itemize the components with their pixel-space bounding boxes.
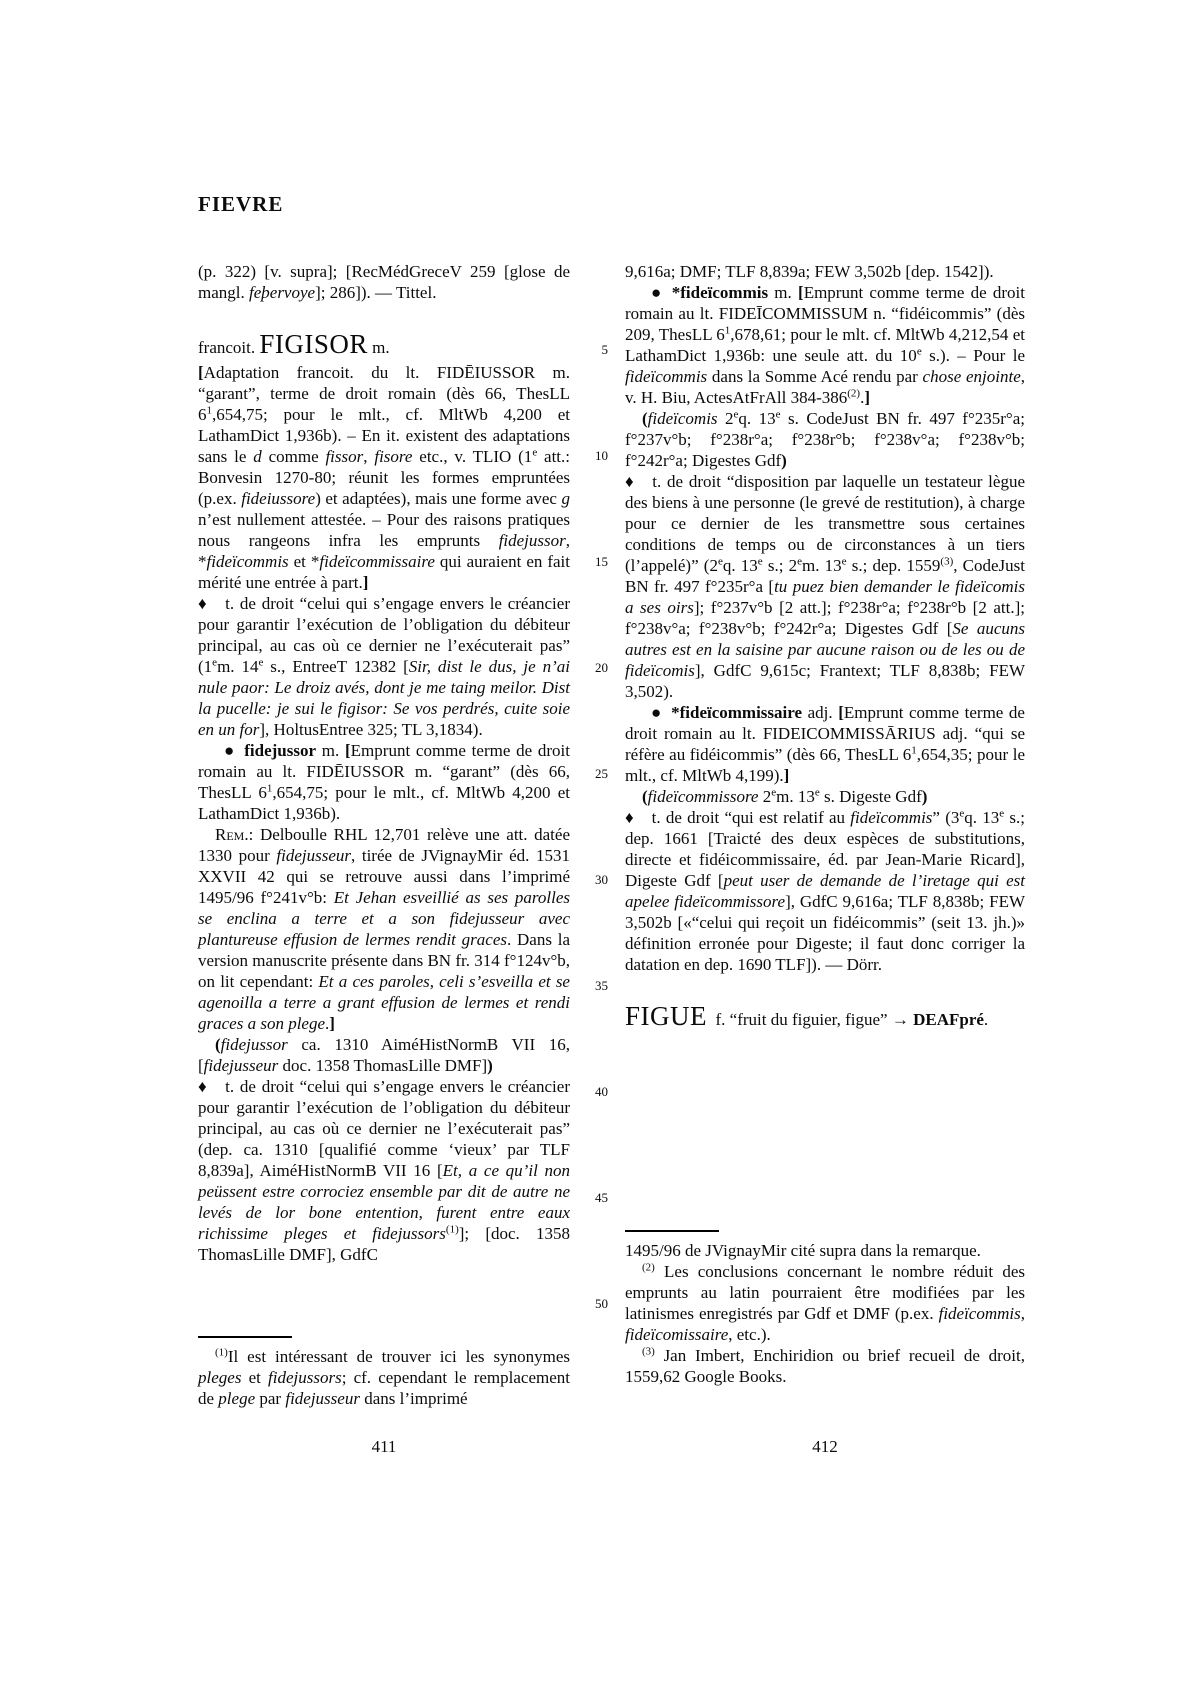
text-run: n’est nullement attestée. – Pour des raisons pratiques nous rangeons infra les emprunts <box>198 510 570 550</box>
text-run: , * <box>198 531 570 571</box>
page-number-left: 411 <box>371 1437 397 1456</box>
entry-paragraph <box>625 786 1025 807</box>
line-number: 15 <box>595 554 608 569</box>
text-run: ) et adaptées), mais une forme avec <box>315 489 562 508</box>
superscript: e <box>771 786 777 799</box>
text-run: par <box>255 1389 286 1408</box>
text-run: qui auraient en fait mérité une entrée à part. <box>198 552 570 592</box>
line-number: 5 <box>601 342 608 357</box>
superscript: e <box>532 446 538 459</box>
text-run: ]; 286]). — Tittel. <box>315 283 437 302</box>
footnote <box>198 1346 570 1409</box>
text-run: dans l’imprimé <box>359 1389 468 1408</box>
entry-paragraph <box>625 1002 1025 1031</box>
text-run: (p. 322) [v. supra]; [RecMédGreceV 259 [glose de mangl. <box>198 262 570 302</box>
footnote-rule <box>198 1336 292 1338</box>
text-run: fidejussors <box>268 1368 342 1387</box>
text-run: ] <box>329 1014 335 1033</box>
right-column-text <box>625 261 1025 1031</box>
text-run: fidejussor <box>498 531 566 550</box>
entry-paragraph <box>198 740 570 824</box>
text-run: ( <box>642 409 648 428</box>
text-run: ) <box>921 787 928 806</box>
entry-paragraph <box>198 330 570 359</box>
footnote-rule <box>625 1230 719 1232</box>
text-run: fideïcommissore <box>647 787 759 806</box>
superscript: e <box>212 656 218 669</box>
superscript: e <box>959 807 965 820</box>
line-number: 25 <box>595 766 608 781</box>
text-run: Emprunt comme terme de droit romain au lt. FIDEICOMMISSĀRIUS adj. “qui se réfère au fidéicommis” (dès 66, ThesLL $6^1,654,35$; pour le mlt., cf. MltWb 4,199). <box>625 703 1025 785</box>
entry-paragraph <box>625 282 1025 408</box>
text-run: Sir, dist le dus, je n’ai nule paor: Le droiz avés, dont je me taing meilor. Dist la pucelle: je sui le figisor: Se vos perdrés, cuite soie en un for <box>198 657 570 739</box>
text-run: Se aucuns autres est en la saisine par aucune raison ou de les ou de fideïcomis <box>625 619 1025 680</box>
text-run: *fideïcommissaire <box>671 703 803 722</box>
text-run: 2eq. 13e s. CodeJust BN fr. 497 f°235r°a; f°237v°b; f°238r°a; f°238r°b; f°238v°a; f°238v°b; f°242r°a; Digestes Gdf <box>625 408 1025 470</box>
text-run: fideiussore <box>241 489 316 508</box>
superscript: e <box>775 408 781 421</box>
headword-text: FIGUE <box>625 1001 707 1031</box>
superscript: e <box>797 555 802 568</box>
line-number: 30 <box>595 872 608 887</box>
left-footnotes-text <box>198 1346 570 1409</box>
footnote <box>625 1240 1025 1261</box>
text-run: et * <box>288 552 320 571</box>
text-run: , tirée de JVignayMir éd. 1531 XXVII 42 qui se retrouve aussi dans l’imprimé 1495/96 f°241v°b: <box>198 846 570 907</box>
text-run: [ <box>798 283 804 302</box>
text-run: ca. 1310 AiméHistNormB VII 16, [ <box>198 1035 570 1075</box>
text-run: adj. <box>802 703 839 722</box>
text-run: Et Jehan esveillié as ses parolles se enclina a terre et a son fidejusseur avec plantureuse effusion de lermes rendit graces <box>198 888 570 949</box>
text-run: fisore <box>374 447 413 466</box>
headword-text: FIGISOR <box>259 329 368 359</box>
superscript: e <box>717 555 723 568</box>
line-number: 45 <box>595 1190 608 1205</box>
text-run: fissor <box>325 447 364 466</box>
line-number: 10 <box>595 448 608 463</box>
text-run: comme <box>261 447 326 466</box>
line-number: 35 <box>595 978 608 993</box>
entry-paragraph <box>625 807 1025 975</box>
entry-paragraph <box>198 593 570 740</box>
text-run: fidejusseur <box>276 846 351 865</box>
text-run: 9,616a; DMF; TLF 8,839a; FEW 3,502b [dep. 1542]). <box>625 262 994 281</box>
text-run: ], GdfC 9,615c; Frantext; TLF 8,838b; FEW 3,502). <box>625 661 1025 701</box>
text-run: feþervoye <box>249 283 316 302</box>
text-run: m. <box>316 741 345 760</box>
text-run: etc., v. TLIO (1e att.: Bonvesin 1270-80; réunit les formes empruntées (p.ex. <box>198 446 571 508</box>
text-run: ” (3eq. 13e s.; dep. 1661 [Traicté des deux espèces de substitutions, directe et fidéicommissaire, éd. par Jean-Marie Ricard], Digeste Gdf [ <box>625 807 1025 890</box>
text-run: ) <box>487 1056 493 1075</box>
text-run: fideïcommis <box>850 808 933 827</box>
text-run: fideïcomis <box>647 409 718 428</box>
text-run: fidejussor <box>244 741 317 760</box>
text-run: ( <box>642 787 648 806</box>
text-run: ♦ t. de droit “celui qui s’engage envers le créancier pour garantir l’exécution de l’obligation du débiteur principal, au cas où ce dernier ne l’exécuterait pas” (1em. 14e s., EntreeT 12382 [ <box>198 594 570 676</box>
text-run: , etc.). <box>728 1325 771 1344</box>
text-run: $^{(1)}$Il est intéressant de trouver ici les synonymes <box>215 1346 570 1366</box>
text-run: [ <box>345 741 351 760</box>
text-run: fideïcomissaire <box>625 1325 729 1344</box>
text-run: Rem. <box>215 825 249 844</box>
text-run: fidejussor <box>220 1035 288 1054</box>
right-footnotes <box>625 1230 1025 1387</box>
text-run: ● <box>651 283 672 302</box>
text-run: Emprunt comme terme de droit romain au lt. FIDEĪCOMMISSUM n. “fidéicommis” (dès 209, ThesLL $6^1,678,61$; pour le mlt. cf. MltWb 4,212,54 et LathamDict 1,936b: une seule att. du 10e s.). – Pour le <box>625 283 1025 365</box>
text-run: ● <box>651 703 672 722</box>
text-run: fideïcommis <box>625 367 708 386</box>
superscript: e <box>999 807 1005 820</box>
superscript: (3) <box>940 555 954 568</box>
text-run: f. “fruit du figuier, figue” → <box>707 1010 914 1029</box>
text-run: fideïcommis <box>938 1304 1021 1323</box>
text-run: [ <box>838 703 844 722</box>
superscript: 1 <box>911 744 917 757</box>
text-run: francoit. <box>198 338 260 357</box>
text-run: [ <box>198 363 204 382</box>
superscript: 1 <box>266 782 273 795</box>
footnote <box>625 1261 1025 1345</box>
text-run: Emprunt comme terme de droit romain au lt. FIDĒIUSSOR m. “garant” (dès 66, ThesLL $6^1,654,75$; pour le mlt., cf. MltWb 4,200 et LathamDict 1,936b). <box>198 741 570 823</box>
line-number: 20 <box>595 660 608 675</box>
text-run: ( <box>215 1035 221 1054</box>
text-run: m. <box>367 338 390 357</box>
text-run: tu puez bien demander le fideïcomis a ses oirs <box>625 577 1025 617</box>
superscript: e <box>258 656 264 669</box>
text-run: , <box>1020 1304 1025 1323</box>
superscript: 1 <box>724 324 731 337</box>
superscript: (1) <box>445 1223 459 1236</box>
right-column <box>625 261 1026 1386</box>
text-run: Et, a ce qu’il non peüssent estre corrociez ensemble par dit de autre ne levés de lor bone entention, furent entre eaux richissime pleges et fidejussors <box>198 1161 570 1243</box>
text-run: plege <box>218 1389 256 1408</box>
text-run: Adaptation francoit. du lt. FIDĒIUSSOR m. “garant”, terme de droit romain (dès 66, ThesLL $6^1,654,75$; pour le mlt., cf. MltWb 4,200 et LathamDict 1,936b). – En it. existent des adaptations sans le <box>198 363 570 466</box>
text-run: , <box>363 447 375 466</box>
text-run: ● <box>224 741 245 760</box>
left-footnotes <box>198 1336 570 1409</box>
text-run: ] <box>783 766 790 785</box>
text-run: $^{(2)}$ Les conclusions concernant le nombre réduit des emprunts au latin pourraient être modifiées par les latinismes enregistrés par Gdf et DMF (p.ex. <box>625 1261 1025 1323</box>
text-run: . <box>983 1010 989 1029</box>
text-run: Et a ces paroles, celi s’esveilla et se agenoilla a terre a grant effusion de lermes et rendi graces a son plege <box>198 972 570 1033</box>
text-run: doc. 1358 ThomasLille DMF] <box>278 1056 488 1075</box>
running-head: FIEVRE <box>198 192 284 216</box>
text-run: 2em. 13e s. Digeste Gdf <box>758 786 922 806</box>
line-number: 40 <box>595 1084 608 1099</box>
text-run: ♦ t. de droit “disposition par laquelle un testateur lègue des biens à une personne (le grevé de restitution), à charge pour ce dernier de les transmettre sous certaines conditions de temps ou de circonstances à un tiers (l’appelé)” (2eq. 13e s.; 2em. 13e s.; dep. 1559$^{(3)}$, CodeJust BN fr. 497 f°235r°a [ <box>625 472 1026 596</box>
text-run: ♦ t. de droit “qui est relatif au <box>625 808 851 827</box>
line-number-gutter <box>576 0 608 1684</box>
text-run: fideïcommis <box>206 552 289 571</box>
left-column <box>198 261 571 1408</box>
right-footnotes-text <box>625 1240 1025 1387</box>
superscript: e <box>757 555 763 568</box>
superscript: e <box>841 555 847 568</box>
superscript: e <box>916 345 922 358</box>
text-run: m. <box>768 283 799 302</box>
superscript: (1) <box>215 1346 228 1359</box>
entry-paragraph <box>625 261 1025 282</box>
text-run: d <box>253 447 262 466</box>
text-run: 1495/96 de JVignayMir cité supra dans la remarque. <box>625 1241 981 1260</box>
text-run: ]; f°237v°b [2 att.]; f°238r°a; f°238r°b [2 att.]; f°238v°a; f°238v°b; f°242r°a; Digestes Gdf [ <box>625 598 1026 638</box>
superscript: 1 <box>206 404 212 417</box>
text-run: pleges <box>198 1368 242 1387</box>
text-run: chose enjointe <box>922 367 1021 386</box>
text-run: dans la Somme Acé rendu par <box>707 367 923 386</box>
text-run: : Delboulle RHL 12,701 relève une att. datée 1330 pour <box>198 825 570 865</box>
entry-paragraph <box>198 824 570 1034</box>
entry-paragraph <box>198 362 570 593</box>
entry-paragraph <box>198 1034 570 1076</box>
superscript: (3) <box>642 1345 655 1358</box>
text-run: fideïcommissaire <box>319 552 435 571</box>
text-run: *fideïcommis <box>671 283 769 302</box>
superscript: e <box>814 786 820 799</box>
text-run: $^{(3)}$ Jan Imbert, Enchiridion ou brief recueil de droit, 1559,62 Google Books. <box>625 1345 1025 1386</box>
text-run: ) <box>781 451 787 470</box>
text-run: . Dans la version manuscrite présente dans BN fr. 314 f°124v°b, on lit cependant: <box>198 930 570 991</box>
text-run: fidejusseur <box>285 1389 360 1408</box>
text-run: fidejusseur <box>203 1056 279 1075</box>
entry-paragraph <box>625 702 1025 786</box>
superscript: (2) <box>847 387 861 400</box>
footnote <box>625 1345 1025 1387</box>
line-number: 50 <box>595 1296 608 1311</box>
text-run: ] <box>362 573 369 592</box>
entry-paragraph <box>625 471 1025 702</box>
text-run: peut user de demande de l’iretage qui est apelee fideïcommissore <box>625 871 1025 911</box>
text-run: . <box>325 1014 330 1033</box>
text-run: ] <box>864 388 871 407</box>
entry-paragraph <box>198 261 570 303</box>
text-run: et <box>241 1368 269 1387</box>
left-column-text <box>198 261 570 1265</box>
text-run: ], GdfC 9,616a; TLF 8,838b; FEW 3,502b [«“celui qui reçoit un fidéicommis” (seit 13. jh.)» définition erronée pour Digeste; il faut donc corriger la datation en dep. 1690 TLF]). — Dörr. <box>625 892 1025 974</box>
text-run: ♦ t. de droit “celui qui s’engage envers le créancier pour garantir l’exécution de l’obligation du débiteur principal, au cas où ce dernier ne l’exécuterait pas” (dep. ca. 1310 [qualifié comme ‘vieux’ par TLF 8,839a], AiméHistNormB VII 16 [ <box>198 1077 570 1180</box>
superscript: e <box>733 408 739 421</box>
text-run: DEAFpré <box>913 1010 984 1029</box>
superscript: (2) <box>642 1261 655 1274</box>
entry-paragraph <box>625 408 1025 471</box>
text-run: ; cf. cependant le remplacement de <box>198 1368 570 1408</box>
text-run: g <box>561 489 570 508</box>
page-number-right: 412 <box>812 1437 838 1456</box>
entry-paragraph <box>198 1076 570 1265</box>
text-run: $^{(1)}$]; [doc. 1358 ThomasLille DMF], GdfC <box>198 1223 571 1264</box>
text-run: , v. H. Biu, ActesAtFrAll 384-386$^{(2)}$. <box>625 367 1026 407</box>
text-run: ], HoltusEntree 325; TL 3,1834). <box>259 720 483 739</box>
